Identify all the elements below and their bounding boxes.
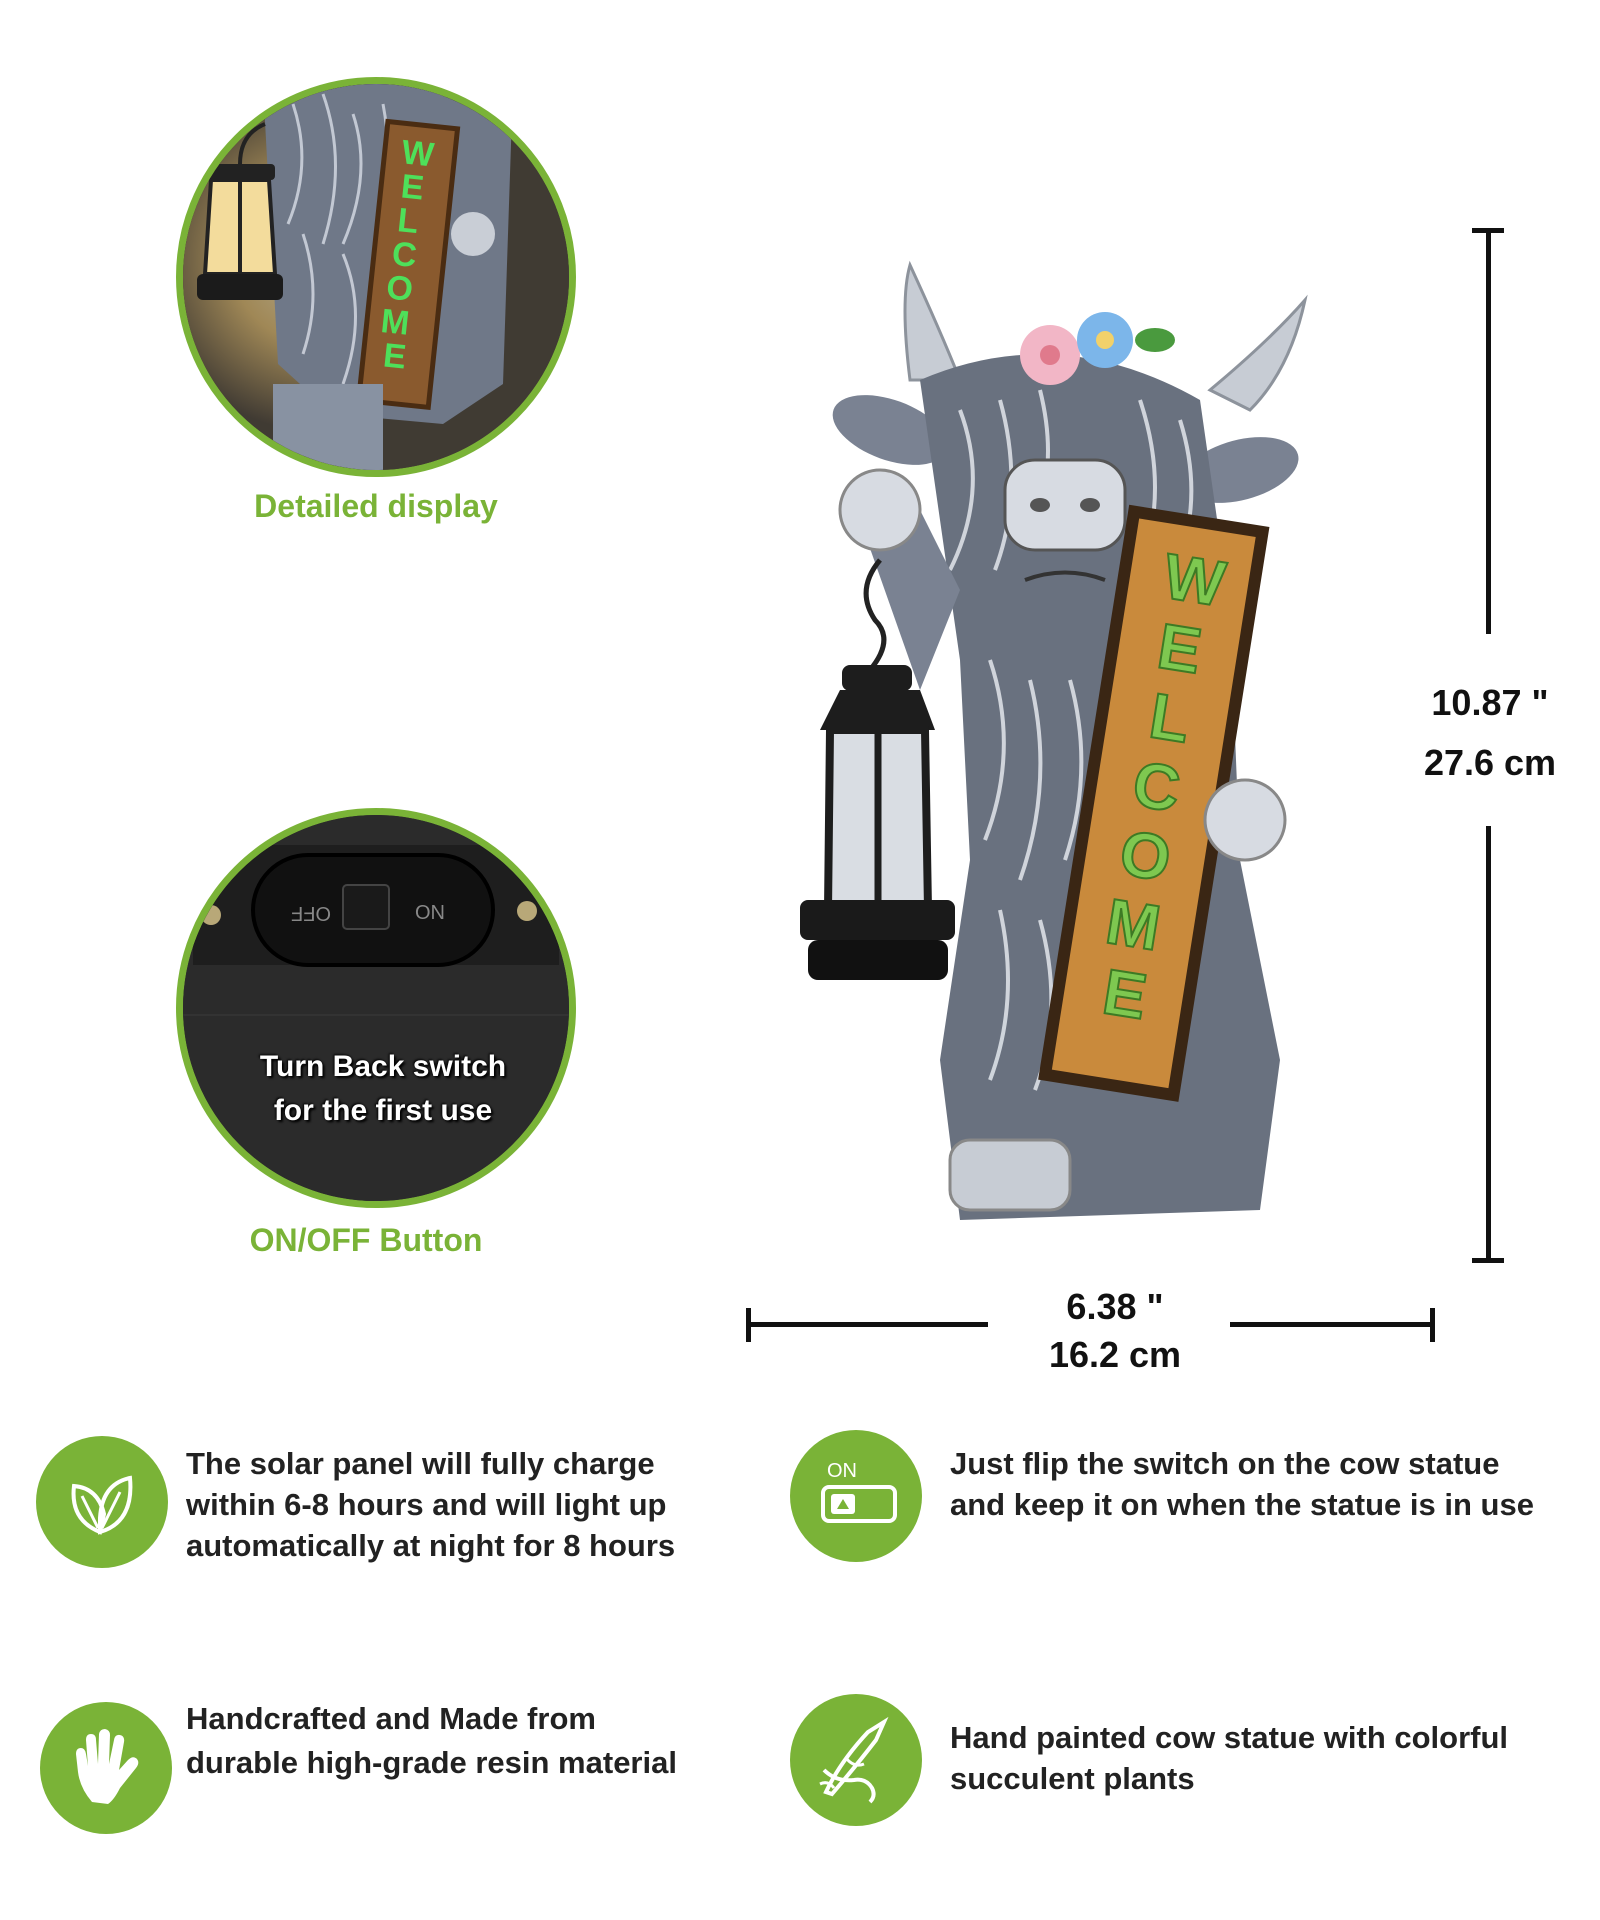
detail-caption: Detailed display	[254, 488, 498, 524]
height-line-bottom	[1486, 826, 1491, 1262]
switch-photo	[183, 815, 569, 1201]
height-inches: 10.87 "	[1431, 682, 1549, 723]
switch-icon-label: ON	[827, 1460, 857, 1482]
feature-painted-text: Hand painted cow statue with colorful succulent plants	[950, 1720, 1509, 1797]
paintbrush-icon	[790, 1694, 922, 1826]
feature-handcrafted-text: Handcrafted and Made from durable high-grade resin material	[186, 1701, 677, 1781]
switch-image	[176, 808, 576, 1208]
detail-sign-text: WEL COME	[379, 133, 436, 377]
detail-photo	[183, 84, 569, 470]
switch-instruction-line2: for the first use	[273, 1093, 493, 1127]
feature-switch-text: Just flip the switch on the cow statue and keep it on when the statue is in use	[950, 1446, 1534, 1523]
feature-solar-text: The solar panel will fully charge within 6-8 hours and will light up automatically at night for 8 hours	[186, 1446, 676, 1564]
switch-icon	[790, 1430, 922, 1562]
height-line-top	[1486, 230, 1491, 634]
product-sign-text: WEL COME	[1098, 539, 1230, 1034]
width-cap-right	[1430, 1308, 1435, 1342]
switch-caption: ON/OFF Button	[249, 1222, 483, 1258]
width-line-right	[1230, 1322, 1434, 1327]
width-line-left	[748, 1322, 988, 1327]
cow-statue-illustration	[760, 260, 1420, 1240]
height-cap-bottom	[1472, 1258, 1504, 1263]
height-cm: 27.6 cm	[1423, 742, 1557, 783]
product-image	[760, 260, 1420, 1240]
switch-off-label: OFF	[291, 902, 331, 924]
leaf-icon	[36, 1436, 168, 1568]
switch-instruction	[183, 1045, 576, 1132]
hand-icon	[40, 1702, 172, 1834]
width-cm: 16.2 cm	[1048, 1334, 1182, 1375]
switch-on-label: ON	[415, 902, 445, 924]
switch-instruction-line1: Turn Back switch	[259, 1050, 507, 1083]
detail-image	[176, 77, 576, 477]
width-inches: 6.38 "	[1066, 1286, 1164, 1327]
